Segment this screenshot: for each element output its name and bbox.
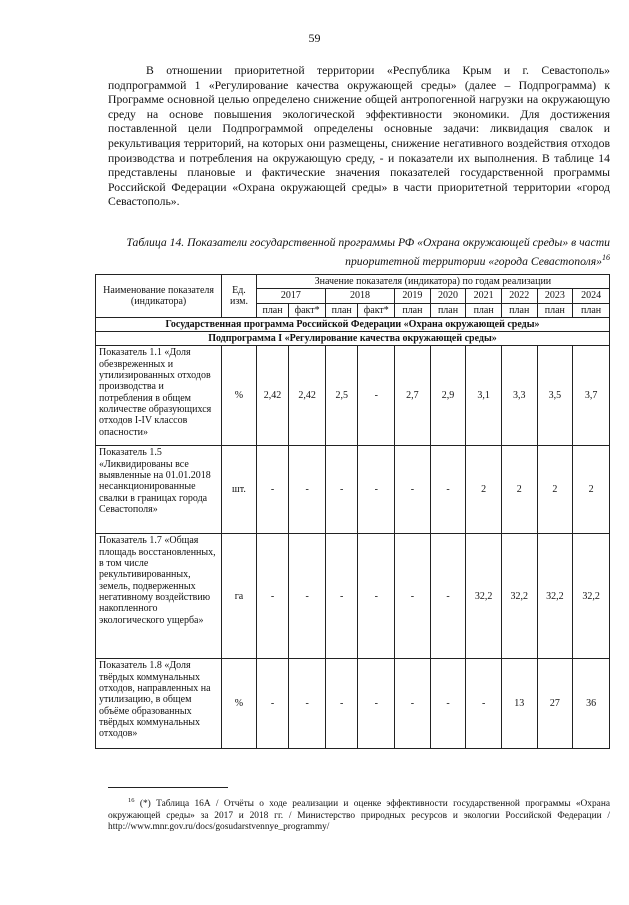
- footnote-text: (*) Таблица 16А / Отчёты о ходе реализации и оценке эффективности государственной программы «Охрана окружающей среды» за 2017 и 2018 гг. / Министерство природных ресурсов и экологии Российской Федерации / http://www.mnr.gov.ru/docs/gosudarstvennye_programmy/: [108, 799, 610, 833]
- table-caption: [108, 236, 610, 269]
- value-cell: -: [289, 659, 326, 749]
- table-caption-text: Таблица 14. Показатели государственной программы РФ «Охрана окружающей среды» в части приоритетной территории «города Севастополя»: [126, 236, 610, 268]
- value-cell: 2,42: [289, 346, 326, 446]
- subheader-cell: план: [430, 303, 466, 317]
- value-cell: 32,2: [466, 534, 502, 659]
- subheader-cell: факт*: [289, 303, 326, 317]
- subheader-cell: план: [501, 303, 537, 317]
- table-row: [96, 659, 610, 749]
- header-name-column: Наименование показателя (индикатора): [96, 275, 222, 318]
- value-cell: -: [395, 446, 431, 534]
- value-cell: -: [256, 659, 289, 749]
- value-cell: -: [256, 446, 289, 534]
- value-cell: 2: [466, 446, 502, 534]
- header-values-group: Значение показателя (индикатора) по годам реализации: [256, 275, 609, 289]
- indicator-name-cell: Показатель 1.1 «Доля обезвреженных и утилизированных отходов производства и потребления в общем количестве образующихся отходов I-IV классов опасности»: [96, 346, 222, 446]
- program-title-row: [96, 317, 610, 331]
- table-row: [96, 346, 610, 446]
- value-cell: 2,7: [395, 346, 431, 446]
- value-cell: 36: [573, 659, 610, 749]
- value-cell: -: [325, 534, 358, 659]
- subprogram-title-row: [96, 332, 610, 346]
- subheader-cell: план: [256, 303, 289, 317]
- subheader-cell: план: [325, 303, 358, 317]
- header-year-2024: 2024: [573, 289, 610, 303]
- table-caption-footnote-ref: 16: [602, 252, 610, 262]
- value-cell: 2: [573, 446, 610, 534]
- header-year-2017: 2017: [256, 289, 325, 303]
- value-cell: -: [395, 534, 431, 659]
- value-cell: 2,9: [430, 346, 466, 446]
- value-cell: 3,7: [573, 346, 610, 446]
- value-cell: 32,2: [573, 534, 610, 659]
- value-cell: -: [358, 346, 395, 446]
- value-cell: 3,5: [537, 346, 573, 446]
- value-cell: -: [395, 659, 431, 749]
- header-year-2021: 2021: [466, 289, 502, 303]
- value-cell: -: [325, 446, 358, 534]
- value-cell: 2,42: [256, 346, 289, 446]
- page-number: 59: [308, 31, 321, 45]
- value-cell: -: [358, 534, 395, 659]
- value-cell: 3,3: [501, 346, 537, 446]
- indicator-name-cell: Показатель 1.5 «Ликвидированы все выявленные на 01.01.2018 несанкционированные свалки в границах города Севастополя»: [96, 446, 222, 534]
- value-cell: -: [358, 659, 395, 749]
- table-row: [96, 446, 610, 534]
- intro-paragraph: В отношении приоритетной территории «Республика Крым и г. Севастополь» подпрограммой 1 «Регулирование качества окружающей среды» (далее – Подпрограмма) к Программе основной целью определено снижение общей антропогенной нагрузки на окружающую среду на основе повышения экологической эффективности экономики. Для достижения поставленной цели Подпрограммой определены основные задачи: ликвидация свалок и рекультивация территорий, на которых они размещены, снижение негативного воздействия отходов производства и потребления на окружающую среду, - и показатели их выполнения. В таблице 14 представлены плановые и фактические значения показателей государственной программы Российской Федерации «Охрана окружающей среды» в части приоритетной территории «город Севастополь».: [108, 64, 610, 209]
- value-cell: -: [430, 534, 466, 659]
- value-cell: -: [466, 659, 502, 749]
- value-cell: -: [430, 659, 466, 749]
- unit-cell: %: [222, 659, 257, 749]
- footnote-divider: [108, 787, 228, 788]
- value-cell: 3,1: [466, 346, 502, 446]
- value-cell: -: [289, 534, 326, 659]
- value-cell: -: [289, 446, 326, 534]
- header-year-2018: 2018: [325, 289, 394, 303]
- unit-cell: га: [222, 534, 257, 659]
- value-cell: -: [325, 659, 358, 749]
- unit-cell: %: [222, 346, 257, 446]
- subheader-cell: план: [537, 303, 573, 317]
- indicators-table: [95, 274, 610, 749]
- subheader-cell: факт*: [358, 303, 395, 317]
- value-cell: 32,2: [501, 534, 537, 659]
- footnote-ref-number: 16: [128, 797, 135, 804]
- header-year-2023: 2023: [537, 289, 573, 303]
- subheader-cell: план: [395, 303, 431, 317]
- value-cell: 27: [537, 659, 573, 749]
- header-year-2019: 2019: [395, 289, 431, 303]
- value-cell: -: [358, 446, 395, 534]
- subheader-cell: план: [573, 303, 610, 317]
- value-cell: 2: [501, 446, 537, 534]
- table-header-row-1: [96, 275, 610, 289]
- value-cell: 2,5: [325, 346, 358, 446]
- value-cell: 13: [501, 659, 537, 749]
- value-cell: 2: [537, 446, 573, 534]
- indicator-name-cell: Показатель 1.8 «Доля твёрдых коммунальных отходов, направленных на утилизацию, в общем объёме образованных твёрдых коммунальных отходов»: [96, 659, 222, 749]
- value-cell: -: [256, 534, 289, 659]
- subheader-cell: план: [466, 303, 502, 317]
- header-unit-column: Ед. изм.: [222, 275, 257, 318]
- program-title-cell: Государственная программа Российской Федерации «Охрана окружающей среды»: [96, 317, 610, 331]
- unit-cell: шт.: [222, 446, 257, 534]
- value-cell: -: [430, 446, 466, 534]
- table-row: [96, 534, 610, 659]
- footnote: [108, 795, 610, 834]
- header-year-2020: 2020: [430, 289, 466, 303]
- header-year-2022: 2022: [501, 289, 537, 303]
- subprogram-title-cell: Подпрограмма I «Регулирование качества окружающей среды»: [96, 332, 610, 346]
- value-cell: 32,2: [537, 534, 573, 659]
- indicator-name-cell: Показатель 1.7 «Общая площадь восстановленных, в том числе рекультивированных, земель, подверженных негативному воздействию накопленного экологического ущерба»: [96, 534, 222, 659]
